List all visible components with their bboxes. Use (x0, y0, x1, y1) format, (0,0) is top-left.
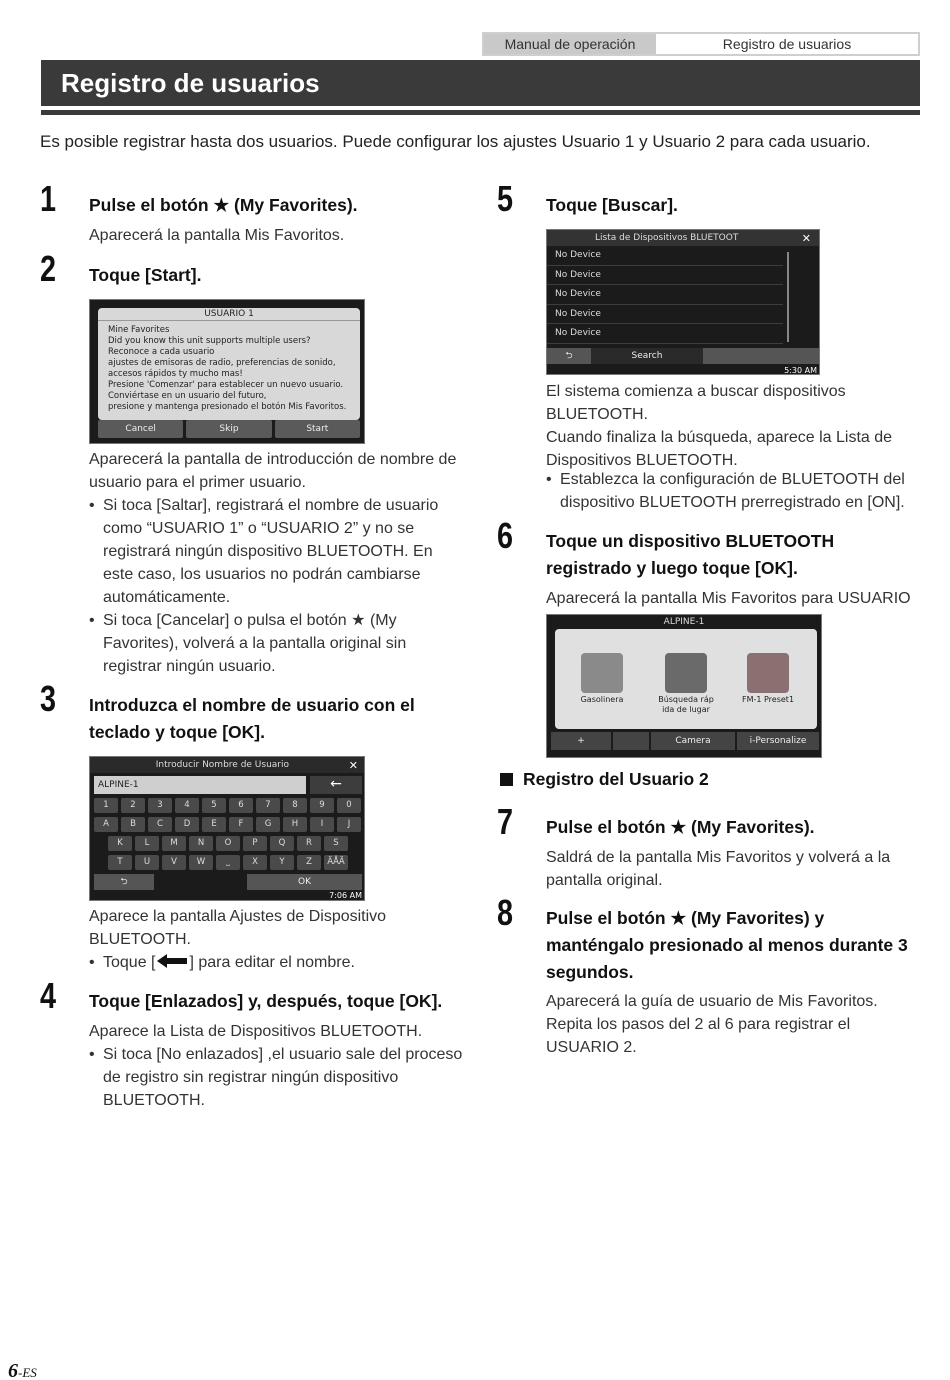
key[interactable]: 9 (310, 798, 334, 813)
back-button[interactable]: ⮌ (94, 874, 154, 890)
device-list-screen-image (546, 229, 820, 375)
key[interactable]: S (324, 836, 348, 851)
step-2-bullet-2-text: Si toca [Cancelar] o pulsa el botón ★ (My Favorites), volverá a la pantalla original sin registrar ningún usuario. (103, 612, 407, 675)
subsection-title: Registro del Usuario 2 (523, 769, 709, 789)
key[interactable]: 7 (256, 798, 280, 813)
back-arrow-icon (155, 953, 189, 969)
key[interactable]: 6 (229, 798, 253, 813)
step-4-bullet-1-text: Si toca [No enlazados] ,el usuario sale del proceso de registro sin registrar ningún dispositivo BLUETOOTH. (103, 1046, 463, 1109)
keyboard-row-2 (94, 817, 361, 832)
key[interactable]: 4 (175, 798, 199, 813)
key[interactable]: Y (270, 855, 294, 870)
search-button[interactable]: Search (591, 348, 703, 364)
quick-search-icon[interactable] (665, 653, 707, 693)
step-3-bullet-1: • Toque [ ] para editar el nombre. (89, 954, 355, 971)
step-8-heading: Pulse el botón ★ (My Favorites) y manténgalo presionado al menos durante 3 segundos. (546, 908, 908, 982)
intro-text: Es posible registrar hasta dos usuarios. Puede configurar los ajustes Usuario 1 y Usuario 2 para cada usuario. (40, 132, 871, 151)
device-list (547, 246, 819, 344)
scrollbar[interactable] (787, 252, 789, 342)
keyboard-row-3 (108, 836, 348, 851)
ok-button[interactable]: OK (247, 874, 362, 890)
step-5-heading: Toque [Buscar]. (546, 195, 678, 215)
key[interactable]: P (243, 836, 267, 851)
keyboard-header (90, 757, 364, 773)
key[interactable]: F (229, 817, 253, 832)
list-item[interactable]: No Device (547, 285, 783, 305)
list-item[interactable]: No Device (547, 324, 783, 344)
empty-button[interactable] (703, 348, 819, 364)
device-list-header (547, 230, 819, 246)
username-input[interactable]: ALPINE-1 (94, 776, 306, 794)
start-button[interactable]: Start (275, 420, 360, 438)
favorites-screen-image (546, 614, 822, 758)
step-3-bullet-1-pre: Toque [ (103, 954, 156, 971)
key[interactable]: 2 (121, 798, 145, 813)
radio-preset-icon[interactable] (747, 653, 789, 693)
step-number-6: 6 (497, 515, 514, 556)
favorites-footer (551, 732, 819, 750)
key[interactable]: 0 (337, 798, 361, 813)
keyboard-bottom-bar (94, 874, 362, 890)
accent-key[interactable]: ÄÅÄ (324, 855, 348, 870)
list-item[interactable]: No Device (547, 266, 783, 286)
key[interactable]: T (108, 855, 132, 870)
space-key[interactable]: ⎵ (216, 855, 240, 870)
clock: 7:06 AM (329, 891, 362, 900)
step-5-bullet-1: • Establezca la configuración de BLUETOOTH del dispositivo BLUETOOTH prerregistrado en [ON]. (546, 471, 905, 511)
camera-button[interactable]: Camera (651, 732, 735, 750)
start-dialog-title: USUARIO 1 (98, 308, 360, 321)
step-6-text: Aparecerá la pantalla Mis Favoritos para USUARIO (546, 590, 911, 607)
key[interactable]: O (216, 836, 240, 851)
cancel-button[interactable]: Cancel (98, 420, 183, 438)
title-rule (41, 110, 920, 115)
personalize-button[interactable]: i-Personalize (737, 732, 819, 750)
step-8-text: Aparecerá la guía de usuario de Mis Favoritos. Repita los pasos del 2 al 6 para registrar el USUARIO 2. (546, 993, 878, 1056)
keyboard-title: Introducir Nombre de Usuario (155, 760, 290, 770)
device-list-title: Lista de Dispositivos BLUETOOT (595, 233, 739, 243)
step-1-heading: Pulse el botón ★ (My Favorites). (89, 195, 358, 215)
key[interactable]: C (148, 817, 172, 832)
key[interactable]: G (256, 817, 280, 832)
key[interactable]: K (108, 836, 132, 851)
key[interactable]: Z (297, 855, 321, 870)
tile-label-3: FM-1 Preset1 (741, 695, 795, 704)
step-4-bullet-1: • Si toca [No enlazados] ,el usuario sale del proceso de registro sin registrar ningún dispositivo BLUETOOTH. (89, 1046, 463, 1109)
key[interactable]: W (189, 855, 213, 870)
key[interactable]: B (121, 817, 145, 832)
key[interactable]: U (135, 855, 159, 870)
step-7-heading: Pulse el botón ★ (My Favorites). (546, 817, 815, 837)
step-7-text: Saldrá de la pantalla Mis Favoritos y volverá a la pantalla original. (546, 849, 891, 889)
tile-label-2: Búsqueda ráp ida de lugar (658, 695, 714, 714)
key[interactable]: 3 (148, 798, 172, 813)
title-bar (41, 60, 920, 106)
backspace-button[interactable]: ← (310, 776, 362, 794)
skip-button[interactable]: Skip (186, 420, 271, 438)
keyboard-row-1 (94, 798, 361, 813)
close-icon[interactable]: ✕ (801, 231, 811, 245)
step-2-bullet-2: • Si toca [Cancelar] o pulsa el botón ★ (My Favorites), volverá a la pantalla original sin registrar ningún usuario. (89, 612, 407, 675)
key[interactable]: 1 (94, 798, 118, 813)
edit-icon[interactable] (613, 732, 649, 750)
start-dialog (98, 308, 360, 420)
start-dialog-buttons (98, 420, 360, 438)
key[interactable]: L (135, 836, 159, 851)
favorites-title: ALPINE-1 (663, 617, 705, 627)
step-3-bullet-1-post: ] para editar el nombre. (189, 954, 355, 971)
key[interactable]: V (162, 855, 186, 870)
key[interactable]: A (94, 817, 118, 832)
favorites-panel (555, 629, 817, 729)
tile-label-1: Gasolinera (580, 695, 624, 704)
step-6-heading: Toque un dispositivo BLUETOOTH registrado y luego toque [OK]. (546, 531, 835, 578)
back-button[interactable]: ⮌ (547, 348, 591, 364)
page-title: Registro de usuarios (61, 68, 320, 98)
key[interactable]: Q (270, 836, 294, 851)
step-5-text: El sistema comienza a buscar dispositivos BLUETOOTH. Cuando finaliza la búsqueda, aparece la Lista de Dispositivos BLUETOOTH. (546, 383, 893, 469)
step-4-text: Aparece la Lista de Dispositivos BLUETOOTH. (89, 1023, 423, 1040)
step-2-text: Aparecerá la pantalla de introducción de nombre de usuario para el primer usuario. (89, 451, 457, 491)
tab-manual: Manual de operación (484, 34, 656, 54)
step-2-bullet-1-text: Si toca [Saltar], registrará el nombre de usuario como “USUARIO 1” o “USUARIO 2” y no se registrará ningún dispositivo BLUETOOTH. En este caso, los usuarios no podrán cambiarse automáticamente. (103, 497, 439, 606)
key[interactable]: D (175, 817, 199, 832)
key[interactable]: H (283, 817, 307, 832)
header-tabs (482, 32, 920, 56)
key[interactable]: E (202, 817, 226, 832)
step-number-1: 1 (40, 178, 57, 219)
key[interactable]: I (310, 817, 334, 832)
page-suffix: -ES (18, 1365, 37, 1380)
list-item[interactable]: No Device (547, 305, 783, 325)
step-number-8: 8 (497, 892, 514, 933)
step-number-4: 4 (40, 975, 57, 1016)
add-button[interactable]: + (551, 732, 611, 750)
step-4-heading: Toque [Enlazados] y, después, toque [OK]. (89, 991, 443, 1011)
key[interactable]: 8 (283, 798, 307, 813)
subsection-heading (500, 766, 880, 793)
key[interactable]: X (243, 855, 267, 870)
page-number-value: 6 (8, 1360, 18, 1380)
keyboard-screen-image (89, 756, 365, 901)
square-bullet-icon (500, 773, 513, 786)
step-3-text: Aparece la pantalla Ajustes de Dispositivo BLUETOOTH. (89, 908, 387, 948)
step-3-heading: Introduzca el nombre de usuario con el teclado y toque [OK]. (89, 695, 415, 742)
key[interactable]: R (297, 836, 321, 851)
step-1-text: Aparecerá la pantalla Mis Favoritos. (89, 227, 345, 244)
key[interactable]: M (162, 836, 186, 851)
step-number-3: 3 (40, 678, 57, 719)
step-5-bullet-1-text: Establezca la configuración de BLUETOOTH del dispositivo BLUETOOTH prerregistrado en [ON]. (560, 471, 905, 511)
step-number-7: 7 (497, 801, 514, 842)
keyboard-row-4 (108, 855, 348, 870)
step-2-heading: Toque [Start]. (89, 265, 202, 285)
step-2-bullet-1: • Si toca [Saltar], registrará el nombre de usuario como “USUARIO 1” o “USUARIO 2” y no se registrará ningún dispositivo BLUETOOTH. En este caso, los usuarios no podrán cambiarse automáticamente. (89, 497, 439, 606)
close-icon[interactable]: ✕ (348, 758, 358, 772)
key[interactable]: J (337, 817, 361, 832)
key[interactable]: 5 (202, 798, 226, 813)
gas-station-icon[interactable] (581, 653, 623, 693)
clock: 5:30 AM (784, 366, 817, 375)
device-list-footer (547, 348, 819, 364)
tab-section: Registro de usuarios (656, 34, 918, 54)
key[interactable]: N (189, 836, 213, 851)
step-number-2: 2 (40, 248, 57, 289)
start-dialog-body: Mine Favorites Did you know this unit supports multiple users? Reconoce a cada usuario ajustes de emisoras de radio, preferencias de sonido, accesos rápidos ty mucho mas! Presione 'Comenzar' para establecer un nuevo usuario. Conviértase en un usuario del futuro, presione y mantenga presionado el botón Mis Favoritos. (108, 325, 347, 412)
list-item[interactable]: No Device (547, 246, 783, 266)
page-number (8, 1360, 37, 1380)
step-number-5: 5 (497, 178, 514, 219)
start-screen-image (89, 299, 365, 444)
